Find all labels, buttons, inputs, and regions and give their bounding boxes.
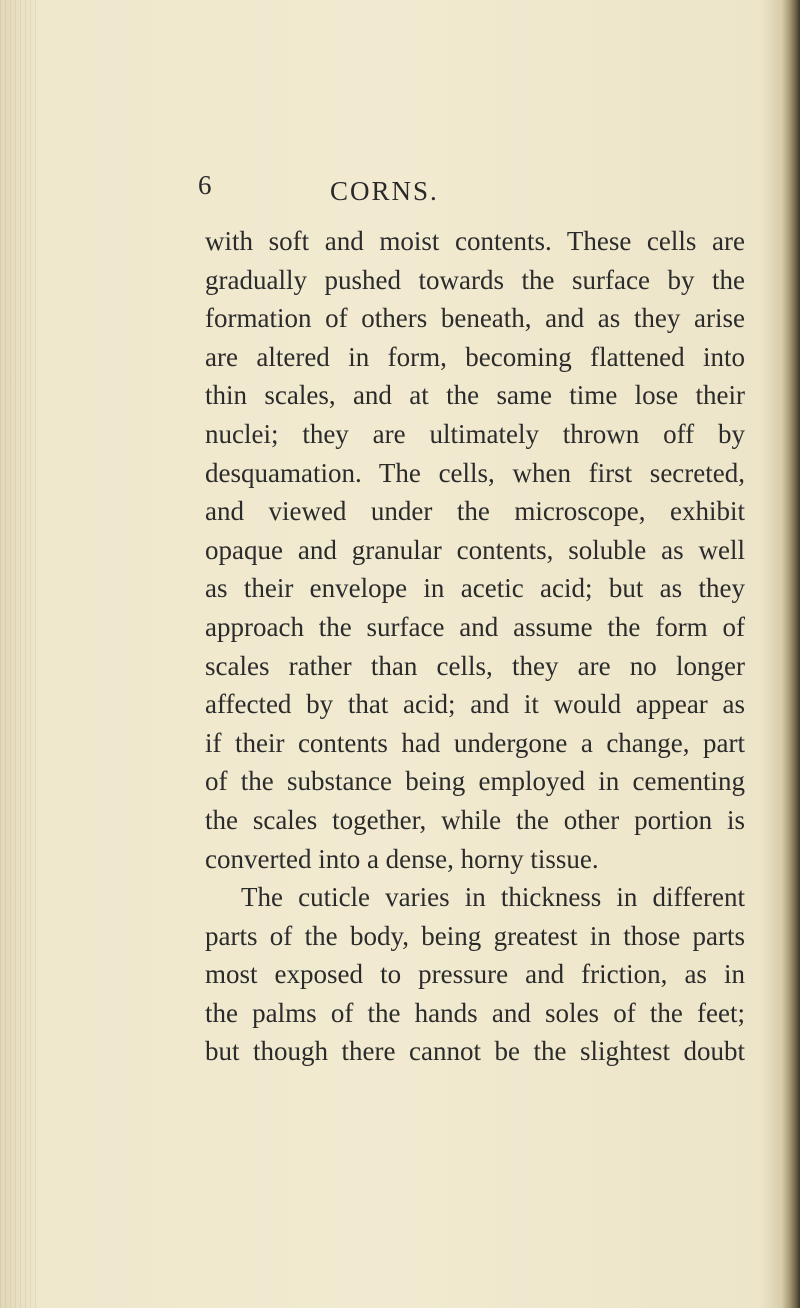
text-line: opaque and granular contents, soluble as well — [205, 534, 745, 565]
text-line: if their contents had undergone a change, part — [205, 727, 745, 758]
text-line: the palms of the hands and soles of the feet; — [205, 997, 745, 1028]
text-line: gradually pushed towards the surface by the — [205, 264, 745, 295]
text-line: the scales together, while the other portion is — [205, 804, 745, 835]
paragraph — [205, 878, 745, 1071]
running-head: CORNS. — [330, 176, 439, 206]
page-gutter — [0, 0, 38, 1308]
text-line: nuclei; they are ultimately thrown off by — [205, 418, 745, 449]
page-edge-shadow — [782, 0, 800, 1308]
paragraph — [205, 222, 745, 878]
text-line: most exposed to pressure and friction, as in — [205, 959, 745, 990]
text-line: as their envelope in acetic acid; but as they — [205, 573, 745, 604]
text-line: scales rather than cells, they are no longer — [205, 650, 745, 681]
text-line: parts of the body, being greatest in those parts — [205, 920, 745, 951]
text-line: converted into a dense, horny tissue. — [205, 843, 599, 874]
text-line: desquamation. The cells, when first secreted, — [205, 457, 745, 488]
text-line: with soft and moist contents. These cells are — [205, 226, 745, 256]
body-text — [205, 222, 745, 1071]
text-line: but though there cannot be the slightest doubt — [205, 1036, 745, 1067]
text-line: and viewed under the microscope, exhibit — [205, 496, 745, 527]
page-number: 6 — [198, 170, 212, 200]
text-line: are altered in form, becoming flattened into — [205, 341, 745, 372]
text-line: of the substance being employed in cementing — [205, 766, 745, 797]
text-line: affected by that acid; and it would appear as — [205, 689, 745, 720]
text-line: approach the surface and assume the form of — [205, 611, 745, 642]
text-line: formation of others beneath, and as they arise — [205, 303, 745, 334]
text-line: The cuticle varies in thickness in different — [241, 882, 745, 913]
text-line: thin scales, and at the same time lose their — [205, 380, 745, 411]
